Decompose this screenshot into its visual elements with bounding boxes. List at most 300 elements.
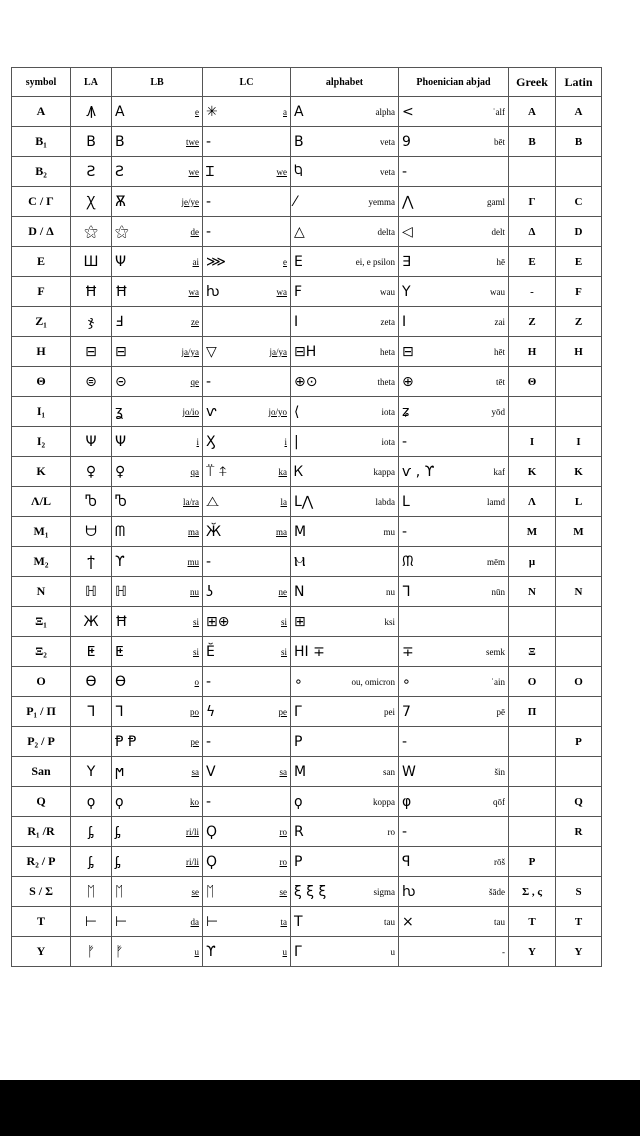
- phoenician-pair: [402, 105, 505, 119]
- phoenician-pair: [402, 195, 505, 209]
- lc-pair: [206, 885, 287, 899]
- lb-glyph: Ᵽ Ᵽ: [115, 733, 137, 750]
- alphabet-cell: [291, 757, 399, 787]
- phoenician-pair: [402, 555, 505, 569]
- lb-pair: [115, 315, 199, 329]
- phoenician-pair: [402, 165, 505, 179]
- alphabet-label: yemma: [368, 196, 395, 207]
- latin-cell: K: [556, 457, 602, 487]
- lb-cell: [112, 547, 203, 577]
- lb-pair: [115, 765, 199, 779]
- lc-pair: [206, 345, 287, 359]
- alphabet-glyph: △: [294, 223, 305, 240]
- lc-pair: [206, 255, 287, 269]
- phoenician-label: ʾalf: [492, 106, 505, 117]
- lc-label: u: [282, 946, 287, 957]
- lc-label: si: [280, 616, 287, 627]
- alphabet-glyph: Ⴉ: [294, 163, 303, 180]
- lc-label: we: [276, 166, 287, 177]
- phoenician-pair: [402, 345, 505, 359]
- la-cell: Ш: [71, 247, 112, 277]
- phoenician-glyph: -: [402, 733, 408, 750]
- phoenician-cell: [399, 247, 509, 277]
- alphabet-pair: [294, 495, 395, 509]
- lb-label: jo/io: [182, 406, 199, 417]
- latin-cell: [556, 847, 602, 877]
- latin-cell: H: [556, 337, 602, 367]
- greek-cell: B: [509, 127, 556, 157]
- lb-label: o: [194, 676, 199, 687]
- symbol-cell: P₁ / Π: [12, 697, 71, 727]
- greek-cell: -: [509, 277, 556, 307]
- lb-label: ma: [188, 526, 199, 537]
- table-row: [12, 577, 602, 607]
- alphabet-label: theta: [377, 376, 395, 387]
- lb-pair: [115, 585, 199, 599]
- alphabet-glyph: P: [294, 853, 303, 870]
- symbol-cell: B₂: [12, 157, 71, 187]
- phoenician-glyph: I: [402, 313, 407, 330]
- alphabet-glyph: P: [294, 733, 303, 750]
- symbol-cell: N: [12, 577, 71, 607]
- phoenician-glyph: L: [402, 493, 410, 510]
- alphabet-pair: [294, 315, 395, 329]
- phoenician-label: qōf: [493, 796, 505, 807]
- phoenician-glyph: Y: [402, 283, 411, 300]
- lb-label: ko: [190, 796, 199, 807]
- lc-cell: [203, 367, 291, 397]
- phoenician-glyph: ѵ , ϒ: [402, 463, 435, 480]
- lc-pair: [206, 855, 287, 869]
- lb-label: je/ye: [181, 196, 199, 207]
- lc-cell: [203, 697, 291, 727]
- lb-cell: [112, 157, 203, 187]
- latin-cell: P: [556, 727, 602, 757]
- latin-cell: [556, 547, 602, 577]
- phoenician-pair: [402, 675, 505, 689]
- lb-cell: [112, 427, 203, 457]
- table-row: [12, 397, 602, 427]
- lc-cell: [203, 757, 291, 787]
- lb-pair: [115, 735, 199, 749]
- alphabet-glyph: L⋀: [294, 493, 314, 510]
- lc-pair: [206, 285, 287, 299]
- phoenician-glyph: ᙏ: [402, 553, 414, 570]
- phoenician-cell: [399, 517, 509, 547]
- lb-label: ri/li: [186, 856, 199, 867]
- alphabet-glyph: ∘: [294, 673, 303, 690]
- lc-label: la: [280, 496, 287, 507]
- lb-pair: [115, 945, 199, 959]
- lc-glyph: Ϙ: [206, 853, 218, 870]
- alphabet-glyph: M: [294, 763, 307, 780]
- latin-cell: L: [556, 487, 602, 517]
- lc-label: ka: [278, 466, 287, 477]
- phoenician-label: gaml: [487, 196, 505, 207]
- lc-glyph: -: [206, 133, 212, 150]
- lb-pair: [115, 435, 199, 449]
- alphabet-glyph: ⟨: [294, 403, 300, 420]
- greek-cell: E: [509, 247, 556, 277]
- lb-glyph: Ɵ: [115, 673, 127, 690]
- la-cell: Ꭓ: [71, 187, 112, 217]
- lc-cell: [203, 877, 291, 907]
- phoenician-glyph: 7: [402, 703, 411, 720]
- lb-label: qe: [190, 376, 199, 387]
- lc-cell: [203, 217, 291, 247]
- table-row: [12, 337, 602, 367]
- greek-cell: Y: [509, 937, 556, 967]
- alphabet-cell: [291, 697, 399, 727]
- lb-cell: [112, 937, 203, 967]
- lb-pair: [115, 195, 199, 209]
- alphabet-pair: [294, 285, 395, 299]
- greek-cell: N: [509, 577, 556, 607]
- greek-cell: I: [509, 427, 556, 457]
- phoenician-cell: [399, 217, 509, 247]
- latin-cell: [556, 757, 602, 787]
- latin-cell: [556, 157, 602, 187]
- phoenician-pair: [402, 795, 505, 809]
- symbol-cell: I₁: [12, 397, 71, 427]
- alphabet-label: tau: [384, 916, 395, 927]
- alphabet-label: u: [390, 946, 395, 957]
- la-cell: Ꙟ: [71, 97, 112, 127]
- phoenician-pair: [402, 405, 505, 419]
- symbol-cell: H: [12, 337, 71, 367]
- phoenician-cell: [399, 907, 509, 937]
- header-row: [12, 68, 602, 97]
- lb-pair: [115, 375, 199, 389]
- phoenician-label: kaf: [493, 466, 505, 477]
- alphabet-label: ro: [387, 826, 395, 837]
- lb-pair: [115, 135, 199, 149]
- table-row: [12, 757, 602, 787]
- alphabet-cell: [291, 727, 399, 757]
- phoenician-label: rōš: [494, 856, 505, 867]
- phoenician-label: hē: [496, 256, 505, 267]
- lc-glyph: ⧍: [206, 493, 220, 510]
- lb-cell: [112, 727, 203, 757]
- lb-pair: [115, 405, 199, 419]
- symbol-cell: M₂: [12, 547, 71, 577]
- lb-label: u: [194, 946, 199, 957]
- lb-glyph: ϻ: [115, 763, 125, 780]
- la-cell: ᛖ: [71, 877, 112, 907]
- lb-cell: [112, 457, 203, 487]
- greek-cell: Ξ: [509, 637, 556, 667]
- alphabet-label: kappa: [373, 466, 395, 477]
- lc-label: ma: [276, 526, 287, 537]
- lb-label: mu: [187, 556, 199, 567]
- phoenician-glyph: φ: [402, 793, 412, 810]
- alphabet-pair: [294, 225, 395, 239]
- alphabet-cell: [291, 367, 399, 397]
- lc-glyph: ⊞⊕: [206, 613, 230, 630]
- phoenician-label: zai: [494, 316, 505, 327]
- phoenician-cell: [399, 487, 509, 517]
- lb-pair: [115, 165, 199, 179]
- greek-cell: [509, 607, 556, 637]
- lc-cell: [203, 97, 291, 127]
- table-body: [12, 97, 602, 967]
- lb-glyph: ϙ: [115, 793, 124, 810]
- table-row: [12, 907, 602, 937]
- symbol-cell: Y: [12, 937, 71, 967]
- lb-cell: [112, 517, 203, 547]
- alphabet-pair: [294, 405, 395, 419]
- lb-cell: [112, 667, 203, 697]
- table-row: [12, 697, 602, 727]
- alphabet-glyph: Ⲙ: [294, 553, 306, 570]
- la-cell: [71, 727, 112, 757]
- lb-cell: [112, 337, 203, 367]
- greek-cell: Z: [509, 307, 556, 337]
- latin-cell: B: [556, 127, 602, 157]
- latin-cell: D: [556, 217, 602, 247]
- lb-label: i: [196, 436, 199, 447]
- phoenician-label: delt: [491, 226, 505, 237]
- symbol-cell: S / Σ: [12, 877, 71, 907]
- lb-cell: [112, 307, 203, 337]
- phoenician-pair: [402, 495, 505, 509]
- lb-cell: [112, 187, 203, 217]
- lb-glyph: ♀: [115, 463, 126, 480]
- greek-cell: [509, 727, 556, 757]
- alphabet-glyph: ⁄: [294, 193, 297, 210]
- lc-glyph: -: [206, 673, 212, 690]
- lb-glyph: ᶋ: [115, 823, 121, 840]
- lb-cell: [112, 487, 203, 517]
- alphabet-label: heta: [380, 346, 395, 357]
- lc-glyph: ✳: [206, 103, 218, 120]
- alphabet-pair: [294, 825, 395, 839]
- phoenician-cell: [399, 397, 509, 427]
- lc-glyph: ʖ: [206, 583, 214, 600]
- phoenician-glyph: -: [402, 433, 408, 450]
- lb-cell: [112, 277, 203, 307]
- lc-glyph: -: [206, 733, 212, 750]
- phoenician-cell: [399, 157, 509, 187]
- alphabet-pair: [294, 435, 395, 449]
- la-cell: ᒣ: [71, 697, 112, 727]
- header-phoenician: Phoenician abjad: [399, 68, 509, 97]
- phoenician-cell: [399, 457, 509, 487]
- alphabet-cell: [291, 277, 399, 307]
- lb-glyph: Ħ: [115, 283, 128, 300]
- alphabet-glyph: ⊞: [294, 613, 306, 630]
- table-row: [12, 367, 602, 397]
- lc-cell: [203, 397, 291, 427]
- lc-label: ro: [279, 826, 287, 837]
- lc-label: ne: [278, 586, 287, 597]
- alphabet-cell: [291, 607, 399, 637]
- table-row: [12, 547, 602, 577]
- alphabet-label: iota: [381, 406, 395, 417]
- la-cell: ⚝: [71, 217, 112, 247]
- lc-cell: [203, 607, 291, 637]
- lb-glyph: ᚠ: [115, 943, 124, 960]
- lb-cell: [112, 847, 203, 877]
- lc-glyph: ϟ: [206, 703, 216, 720]
- phoenician-pair: [402, 585, 505, 599]
- table-row: [12, 487, 602, 517]
- la-cell: ჯ: [71, 307, 112, 337]
- alphabet-cell: [291, 547, 399, 577]
- lc-cell: [203, 787, 291, 817]
- alphabet-pair: [294, 135, 395, 149]
- phoenician-pair: [402, 255, 505, 269]
- lb-cell: [112, 247, 203, 277]
- lc-cell: [203, 487, 291, 517]
- table-row: [12, 247, 602, 277]
- phoenician-cell: [399, 307, 509, 337]
- lb-pair: [115, 855, 199, 869]
- table-row: [12, 127, 602, 157]
- phoenician-cell: [399, 697, 509, 727]
- alphabet-pair: [294, 915, 395, 929]
- lb-label: e: [195, 106, 199, 117]
- alphabet-pair: [294, 885, 395, 899]
- alphabet-pair: [294, 555, 395, 569]
- phoenician-label: tēt: [496, 376, 505, 387]
- phoenician-glyph: <: [402, 103, 414, 120]
- latin-cell: [556, 697, 602, 727]
- lb-pair: [115, 705, 199, 719]
- phoenician-cell: [399, 547, 509, 577]
- lc-glyph: ⊢: [206, 913, 219, 930]
- phoenician-glyph: ◁: [402, 223, 413, 240]
- lb-cell: [112, 757, 203, 787]
- lb-label: ze: [191, 316, 199, 327]
- lb-cell: [112, 217, 203, 247]
- lc-pair: [206, 465, 287, 479]
- latin-cell: T: [556, 907, 602, 937]
- alphabet-cell: [291, 217, 399, 247]
- alphabet-cell: [291, 667, 399, 697]
- lc-label: i: [284, 436, 287, 447]
- lb-pair: [115, 795, 199, 809]
- latin-cell: Y: [556, 937, 602, 967]
- alphabet-cell: [291, 577, 399, 607]
- phoenician-cell: [399, 937, 509, 967]
- lc-cell: [203, 847, 291, 877]
- lc-glyph: -: [206, 793, 212, 810]
- alphabet-label: veta: [380, 166, 395, 177]
- la-cell: ϯ: [71, 547, 112, 577]
- lc-label: se: [279, 886, 287, 897]
- lb-label: nu: [190, 586, 199, 597]
- symbol-cell: Λ/L: [12, 487, 71, 517]
- la-cell: ⊢: [71, 907, 112, 937]
- alphabet-label: delta: [377, 226, 395, 237]
- phoenician-label: hēt: [494, 346, 505, 357]
- latin-cell: R: [556, 817, 602, 847]
- la-cell: Ƨ: [71, 157, 112, 187]
- alphabet-label: wau: [380, 286, 395, 297]
- phoenician-pair: [402, 947, 505, 957]
- alphabet-cell: [291, 457, 399, 487]
- table-row: [12, 307, 602, 337]
- table-row: [12, 787, 602, 817]
- lc-cell: [203, 817, 291, 847]
- phoenician-cell: [399, 277, 509, 307]
- latin-cell: [556, 397, 602, 427]
- greek-cell: Θ: [509, 367, 556, 397]
- alphabet-label: sigma: [373, 886, 395, 897]
- alphabet-pair: [294, 525, 395, 539]
- table-row: [12, 667, 602, 697]
- phoenician-glyph: -: [402, 823, 408, 840]
- alphabet-glyph: A: [294, 103, 304, 120]
- lc-pair: [206, 735, 287, 749]
- lb-glyph: ᗰ: [115, 523, 126, 540]
- alphabet-cell: [291, 337, 399, 367]
- lc-pair: [206, 645, 287, 659]
- alphabet-label: ksi: [384, 616, 395, 627]
- lc-glyph: Ɪ: [206, 163, 214, 180]
- alphabet-glyph: Γ: [294, 703, 302, 720]
- lb-label: si: [192, 616, 199, 627]
- symbol-cell: D / Δ: [12, 217, 71, 247]
- lb-glyph: Ψ: [115, 253, 127, 270]
- alphabet-pair: [294, 765, 395, 779]
- alphabet-label: nu: [386, 586, 395, 597]
- greek-cell: K: [509, 457, 556, 487]
- lc-pair: [206, 915, 287, 929]
- lb-pair: [115, 285, 199, 299]
- table-row: [12, 877, 602, 907]
- alphabet-pair: [294, 705, 395, 719]
- symbol-cell: O: [12, 667, 71, 697]
- lb-cell: [112, 697, 203, 727]
- table-row: [12, 217, 602, 247]
- lc-pair: [206, 165, 287, 179]
- alphabet-cell: [291, 517, 399, 547]
- lc-glyph: ⍡ ⍏: [206, 463, 228, 480]
- phoenician-cell: [399, 727, 509, 757]
- lb-label: pe: [190, 736, 199, 747]
- latin-cell: [556, 637, 602, 667]
- lb-cell: [112, 127, 203, 157]
- lc-pair: [206, 435, 287, 449]
- greek-cell: Σ , ς: [509, 877, 556, 907]
- lc-cell: [203, 307, 291, 337]
- lb-pair: [115, 885, 199, 899]
- alphabet-glyph: T: [294, 913, 303, 930]
- alphabet-pair: [294, 855, 395, 869]
- table-row: [12, 727, 602, 757]
- phoenician-pair: [402, 735, 505, 749]
- latin-cell: [556, 367, 602, 397]
- la-cell: [71, 397, 112, 427]
- lc-pair: [206, 705, 287, 719]
- lb-pair: [115, 255, 199, 269]
- latin-cell: O: [556, 667, 602, 697]
- phoenician-pair: [402, 465, 505, 479]
- lc-cell: [203, 727, 291, 757]
- lb-pair: [115, 645, 199, 659]
- lc-glyph: -: [206, 553, 212, 570]
- la-cell: ᶋ: [71, 817, 112, 847]
- la-cell: ⊟: [71, 337, 112, 367]
- alphabet-cell: [291, 787, 399, 817]
- la-cell: Ж: [71, 607, 112, 637]
- symbol-cell: R₂ / P: [12, 847, 71, 877]
- alphabet-pair: [294, 345, 395, 359]
- lb-pair: [115, 225, 199, 239]
- header-latin: Latin: [556, 68, 602, 97]
